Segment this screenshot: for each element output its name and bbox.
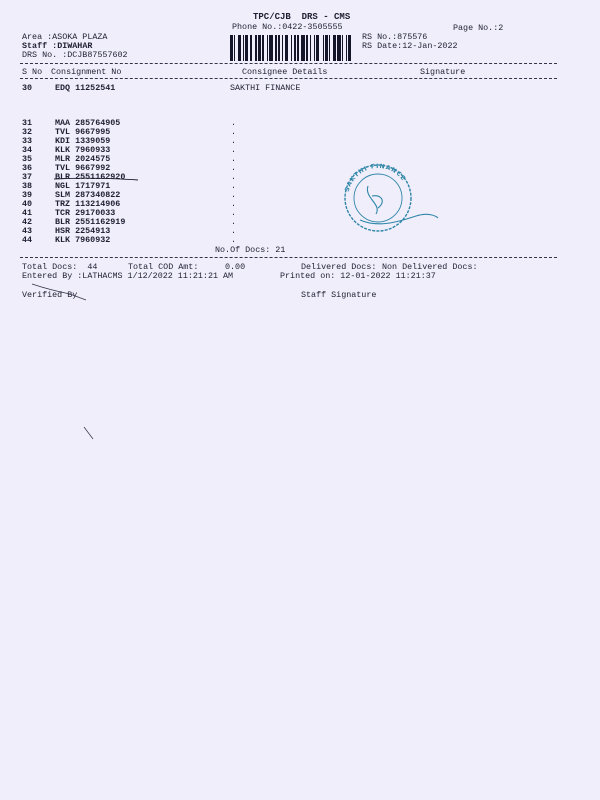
row-sno: 31 — [22, 118, 33, 128]
row-consignment: NGL 1717971 — [55, 181, 111, 191]
row-sno: 43 — [22, 226, 33, 236]
row-mark: . — [231, 235, 237, 245]
row-consignment: TCR 29170033 — [55, 208, 116, 218]
row-consignment: SLM 287340822 — [55, 190, 121, 200]
pen-mark — [82, 425, 96, 441]
staff-label: Staff : — [22, 41, 58, 51]
row-consignment: BLR 2551162920 — [55, 172, 126, 182]
row-sno: 37 — [22, 172, 33, 182]
row-sno: 36 — [22, 163, 33, 173]
column-consignee: Consignee Details — [242, 67, 328, 77]
total-docs: Total Docs: 44 — [22, 262, 98, 272]
row-consignment: BLR 2551162919 — [55, 217, 126, 227]
row-mark: . — [231, 145, 237, 155]
staff-name: DIWAHAR — [57, 41, 93, 51]
column-consignment: Consignment No — [51, 67, 122, 77]
row-30-consignee: SAKTHI FINANCE — [230, 83, 301, 93]
row-sno: 38 — [22, 181, 33, 191]
delivered-docs: Delivered Docs: — [301, 262, 377, 272]
column-signature: Signature — [420, 67, 466, 77]
row-sno: 44 — [22, 235, 33, 245]
row-sno: 35 — [22, 154, 33, 164]
area-label: Area :ASOKA PLAZA — [22, 32, 108, 42]
phone-number: Phone No.:0422-3505555 — [232, 22, 343, 32]
row-30-consignment: EDQ 11252541 — [55, 83, 116, 93]
rs-number: RS No.:875576 — [362, 32, 428, 42]
row-mark: . — [231, 190, 237, 200]
header-divider-top — [20, 63, 557, 64]
barcode — [230, 35, 354, 61]
svg-text:SAKTHI FINANCE — [344, 163, 407, 193]
row-sno: 41 — [22, 208, 33, 218]
printed-on: Printed on: 12-01-2022 11:21:37 — [280, 271, 436, 281]
staff-signature: Staff Signature — [301, 290, 377, 300]
row-consignment: TVL 9667995 — [55, 127, 111, 137]
entered-by: Entered By :LATHACMS 1/12/2022 11:21:21 AM — [22, 271, 234, 281]
row-mark: . — [231, 226, 237, 236]
stamp-text: SAKTHI FINANCE — [343, 162, 408, 193]
total-cod-value: 0.00 — [225, 262, 246, 272]
row-mark: . — [231, 154, 237, 164]
row-mark: . — [231, 199, 237, 209]
footer-divider — [20, 257, 557, 258]
row-consignment: KLK 7960932 — [55, 235, 111, 245]
row-sno: 34 — [22, 145, 33, 155]
total-cod-label: Total COD Amt: — [128, 262, 199, 272]
drs-number: DRS No. :DCJB87557602 — [22, 50, 128, 60]
row-sno: 39 — [22, 190, 33, 200]
verified-by: Verified By — [22, 290, 78, 300]
row-sno: 32 — [22, 127, 33, 137]
row-mark: . — [231, 217, 237, 227]
row-30-sno: 30 — [22, 83, 33, 93]
strike-mark — [52, 172, 142, 183]
row-mark: . — [231, 136, 237, 146]
company-stamp — [338, 158, 442, 242]
row-consignment: MAA 285764905 — [55, 118, 121, 128]
row-sno: 33 — [22, 136, 33, 146]
row-mark: . — [231, 163, 237, 173]
row-consignment: MLR 2024575 — [55, 154, 111, 164]
row-mark: . — [231, 118, 237, 128]
pen-mark — [30, 282, 90, 302]
row-sno: 42 — [22, 217, 33, 227]
row-consignment: HSR 2254913 — [55, 226, 111, 236]
header-divider-bottom — [20, 78, 557, 79]
row-mark: . — [231, 127, 237, 137]
row-consignment: TRZ 113214906 — [55, 199, 121, 209]
rs-date: RS Date:12-Jan-2022 — [362, 41, 458, 51]
row-consignment: KLK 7960933 — [55, 145, 111, 155]
column-sno: S No — [22, 67, 43, 77]
row-consignment: TVL 9667992 — [55, 163, 111, 173]
row-mark: . — [231, 181, 237, 191]
row-mark: . — [231, 172, 237, 182]
barcode-bar — [351, 35, 354, 61]
row-consignment: KDI 1339059 — [55, 136, 111, 146]
no-of-docs: No.Of Docs: 21 — [215, 245, 286, 255]
document-title: TPC/CJB DRS - CMS — [253, 12, 351, 22]
page-number: Page No.:2 — [453, 23, 504, 33]
row-mark: . — [231, 208, 237, 218]
non-delivered-docs: Non Delivered Docs: — [382, 262, 478, 272]
row-sno: 40 — [22, 199, 33, 209]
